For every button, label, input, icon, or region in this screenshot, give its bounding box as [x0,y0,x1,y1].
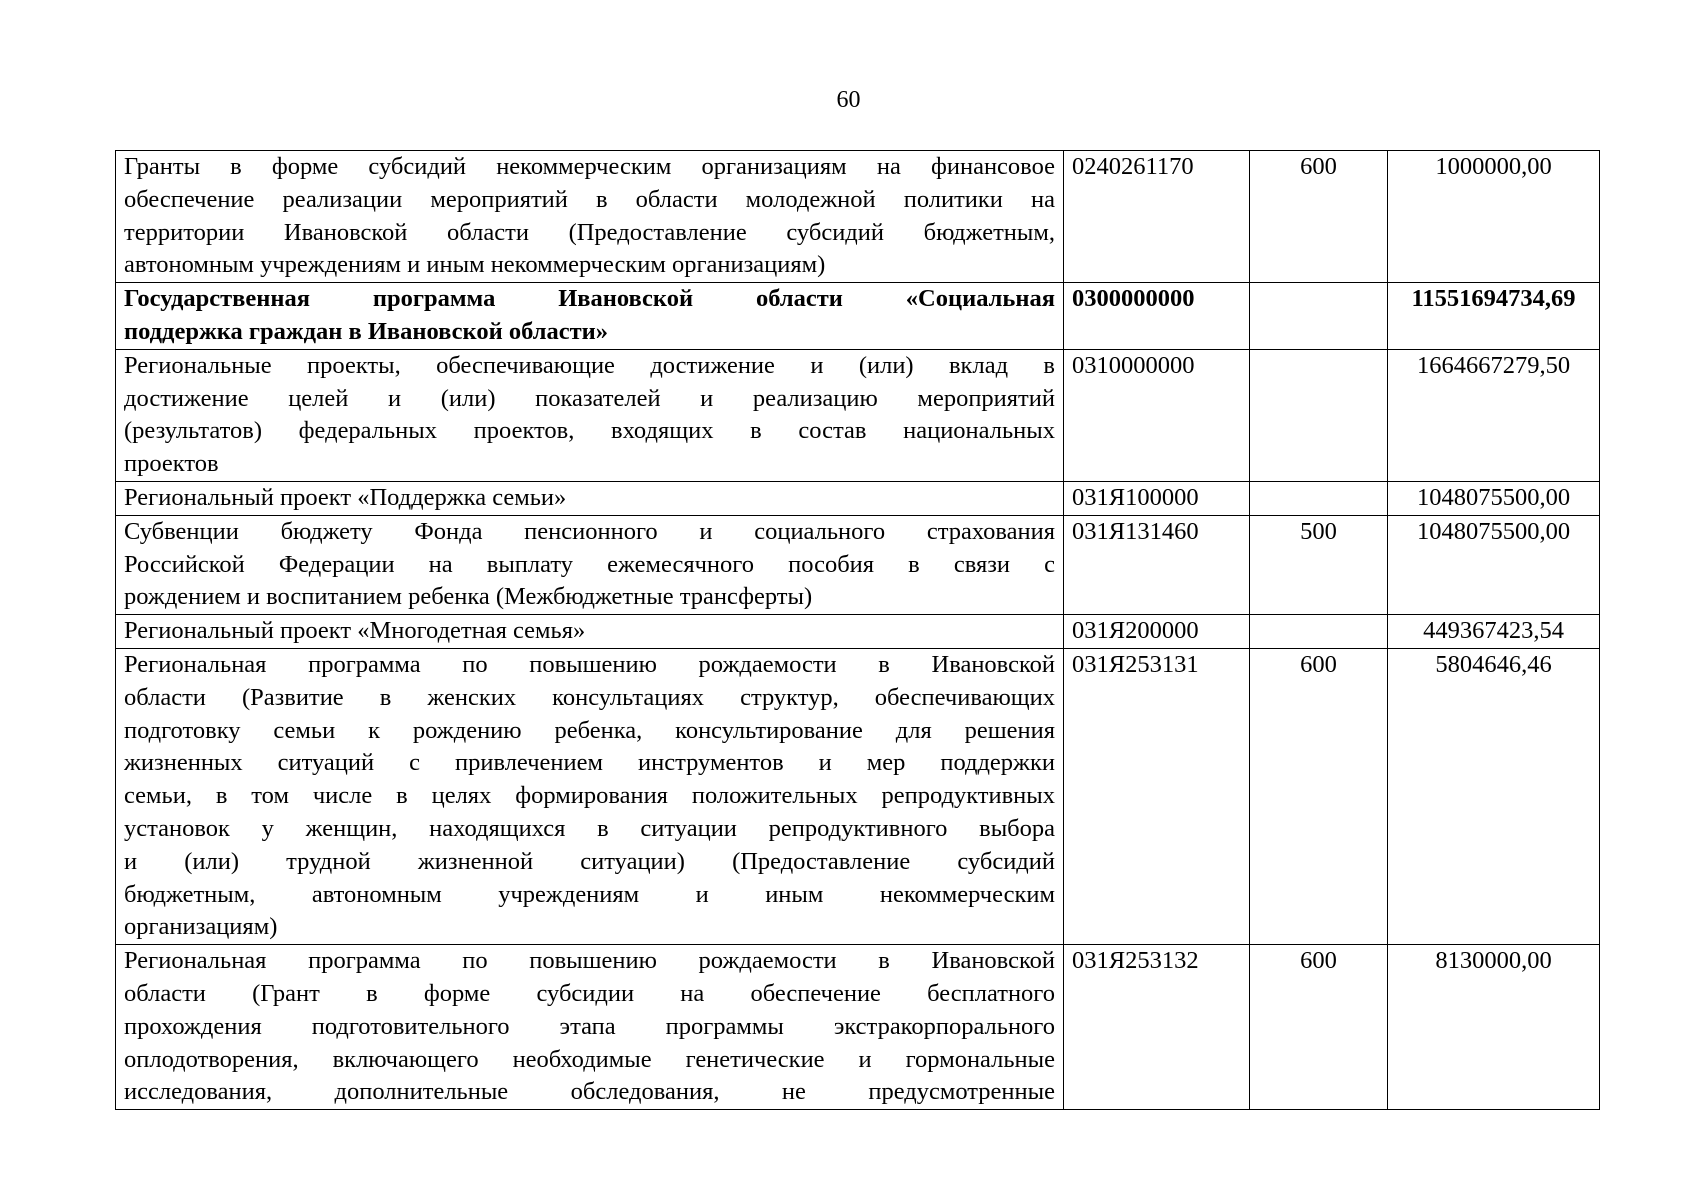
row-name-cell [116,349,1064,481]
row-name-line: семьи, в том числе в целях формирования положительных репродуктивных [124,782,1055,810]
row-expense-type-cell [1250,349,1388,481]
table-row [116,615,1600,649]
row-name-line: автономным учреждениям и иным некоммерческим организациям) [124,251,826,279]
row-code-cell: 031Я200000 [1064,615,1250,649]
row-name-line: территории Ивановской области (Предоставление субсидий бюджетным, [124,218,1055,246]
page-number: 60 [836,87,861,113]
row-amount-cell: 1000000,00 [1388,151,1600,283]
row-name-line: достижение целей и (или) показателей и реализацию мероприятий [124,384,1055,412]
row-code-cell: 0310000000 [1064,349,1250,481]
row-name-cell [116,283,1064,350]
row-name-line: оплодотворения, включающего необходимые генетические и гормональные [124,1045,1055,1073]
row-expense-type-cell [1250,283,1388,350]
row-name-cell [116,648,1064,944]
row-name-line: жизненных ситуаций с привлечением инструментов и мер поддержки [124,749,1055,777]
row-amount-cell: 8130000,00 [1388,945,1600,1110]
table-row [116,283,1600,350]
row-name-line: Российской Федерации на выплату ежемесячного пособия в связи с [124,550,1055,578]
row-name-line: проектов [124,450,219,478]
row-amount-cell: 1048075500,00 [1388,515,1600,614]
row-name-line: Региональная программа по повышению рождаемости в Ивановской [124,650,1055,678]
table-row [116,648,1600,944]
row-name-line: Гранты в форме субсидий некоммерческим организациям на финансовое [124,153,1055,180]
row-expense-type-cell: 600 [1250,945,1388,1110]
budget-table [115,150,1600,1110]
row-name-line: подготовку семьи к рождению ребенка, консультирование для решения [124,716,1055,744]
budget-table-body [116,151,1600,1110]
row-name-line: Государственная программа Ивановской области «Социальная [124,285,1055,313]
row-expense-type-cell: 600 [1250,648,1388,944]
row-name-cell [116,945,1064,1110]
row-code-cell: 031Я100000 [1064,481,1250,515]
row-name-cell [116,515,1064,614]
row-name-line: установок у женщин, находящихся в ситуации репродуктивного выбора [124,814,1055,842]
row-name-line: поддержка граждан в Ивановской области» [124,317,608,345]
row-name-line: обеспечение реализации мероприятий в области молодежной политики на [124,185,1055,213]
row-code-cell: 0300000000 [1064,283,1250,350]
row-name-cell [116,151,1064,283]
row-name-line: области (Развитие в женских консультациях структур, обеспечивающих [124,683,1055,711]
row-name-cell [116,481,1064,515]
row-code-cell: 0240261170 [1064,151,1250,283]
row-name-line: исследования, дополнительные обследования, не предусмотренные [124,1078,1055,1106]
table-row [116,349,1600,481]
row-name-line: Региональные проекты, обеспечивающие достижение и (или) вклад в [124,351,1055,379]
row-expense-type-cell [1250,481,1388,515]
row-name-line: прохождения подготовительного этапа программы экстракорпорального [124,1012,1055,1040]
row-name-line: организациям) [124,913,278,941]
row-name-line: области (Грант в форме субсидии на обеспечение бесплатного [124,979,1055,1007]
row-amount-cell: 1664667279,50 [1388,349,1600,481]
table-row [116,945,1600,1110]
row-name-line: бюджетным, автономным учреждениям и иным некоммерческим [124,880,1055,908]
row-expense-type-cell [1250,615,1388,649]
row-name-line: Субвенции бюджету Фонда пенсионного и социального страхования [124,517,1055,545]
row-code-cell: 031Я131460 [1064,515,1250,614]
row-name-line: рождением и воспитанием ребенка (Межбюджетные трансферты) [124,583,813,611]
row-name-line: Региональный проект «Поддержка семьи» [124,483,567,511]
row-expense-type-cell: 500 [1250,515,1388,614]
row-name-line: Региональный проект «Многодетная семья» [124,617,586,645]
table-row [116,515,1600,614]
row-amount-cell: 1048075500,00 [1388,481,1600,515]
row-name-line: и (или) трудной жизненной ситуации) (Предоставление субсидий [124,847,1055,875]
row-name-cell [116,615,1064,649]
table-row [116,151,1600,283]
row-code-cell: 031Я253131 [1064,648,1250,944]
row-amount-cell: 11551694734,69 [1388,283,1600,350]
row-expense-type-cell: 600 [1250,151,1388,283]
table-row [116,481,1600,515]
row-amount-cell: 449367423,54 [1388,615,1600,649]
row-code-cell: 031Я253132 [1064,945,1250,1110]
row-name-line: Региональная программа по повышению рождаемости в Ивановской [124,947,1055,975]
row-name-line: (результатов) федеральных проектов, входящих в состав национальных [124,417,1055,445]
row-amount-cell: 5804646,46 [1388,648,1600,944]
